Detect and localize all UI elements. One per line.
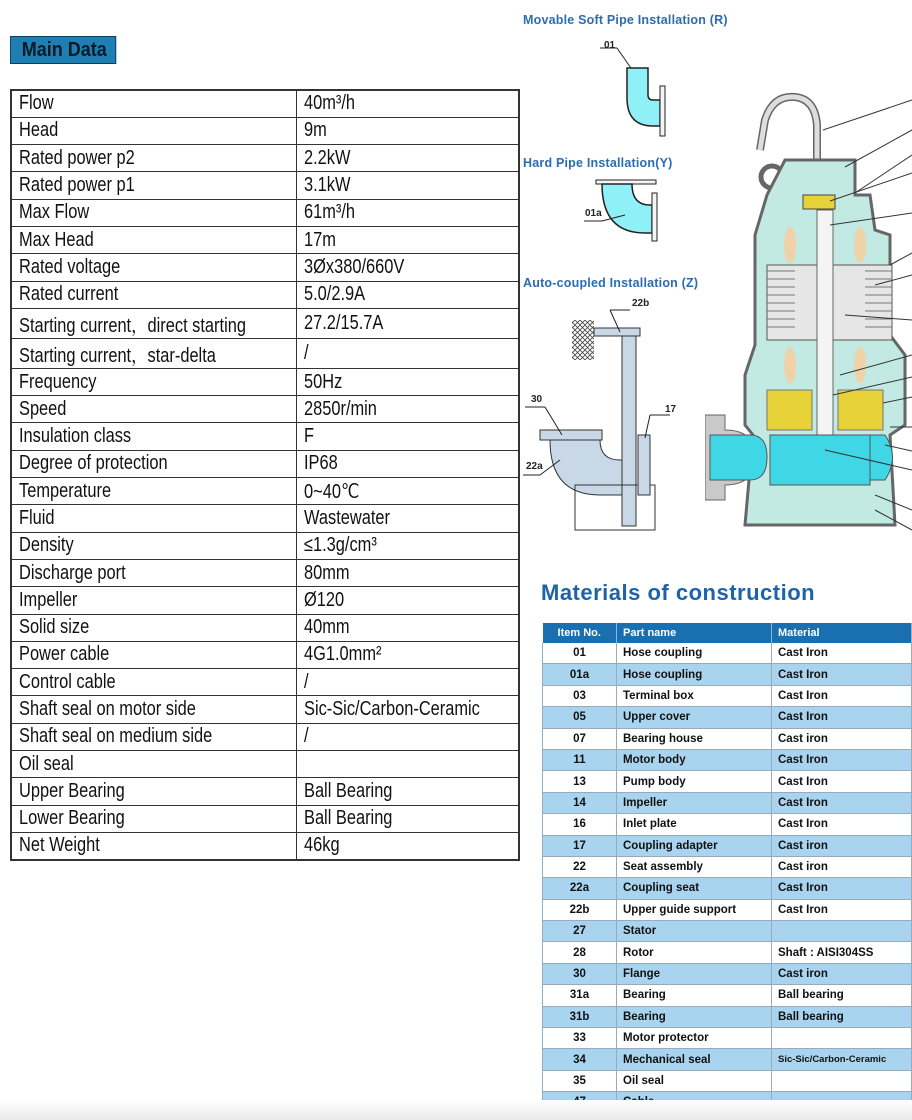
item-no-cell: 01 [543,643,617,664]
spec-row [11,587,519,614]
spec-label-text: Impeller [19,588,78,611]
part-name-cell: Impeller [617,792,772,813]
callout-22b: 22b [632,298,650,309]
spec-row [11,751,519,778]
material-cell: Cast Iron [772,664,912,685]
material-row [543,792,912,813]
material-row [543,856,912,877]
spec-value [296,532,519,559]
item-no-cell: 03 [543,685,617,706]
material-cell: Cast Iron [772,643,912,664]
spec-row [11,614,519,641]
spec-value-text: 27.2/15.7A [303,311,384,334]
spec-value [296,723,519,750]
spec-value-text: 46kg [303,834,340,857]
spec-label [11,669,296,696]
material-row [543,985,912,1006]
spec-label-text: Degree of protection [19,452,168,475]
spec-label [11,478,296,505]
material-cell: Cast iron [772,835,912,856]
main-data-heading: Main Data [10,36,116,64]
spec-value-text: IP68 [303,452,338,475]
pump-cross-section-diagram [705,85,912,535]
spec-row [11,532,519,559]
part-name-cell: Oil seal [617,1070,772,1091]
material-cell: Sic-Sic/Carbon-Ceramic [772,1049,912,1070]
spec-label-text: Density [19,534,74,557]
material-row [543,899,912,920]
spec-label [11,751,296,778]
spec-row [11,396,519,423]
spec-row [11,696,519,723]
spec-label-text: Lower Bearing [19,807,125,830]
item-no-cell: 28 [543,942,617,963]
materials-table [542,623,912,1114]
part-name-cell: Rotor [617,942,772,963]
spec-label [11,254,296,281]
material-cell: Cast iron [772,963,912,984]
spec-value-text: 2850r/min [303,397,377,420]
material-cell: Cast Iron [772,749,912,770]
spec-label [11,832,296,859]
spec-label [11,199,296,226]
spec-value [296,145,519,172]
spec-label [11,226,296,253]
spec-label [11,172,296,199]
column-header-material: Material [772,623,912,643]
part-name-cell: Motor body [617,749,772,770]
spec-label [11,587,296,614]
spec-value [296,805,519,832]
material-row [543,664,912,685]
spec-label-text: Head [19,119,59,142]
spec-value-text: 0~40℃ [303,480,360,503]
spec-row [11,559,519,586]
material-cell: Shaft : AISI304SS [772,942,912,963]
material-row [543,707,912,728]
spec-value [296,308,519,338]
spec-label-text: Rated voltage [19,255,121,278]
material-cell: Cast Iron [772,899,912,920]
material-row [543,685,912,706]
callout-22a: 22a [526,461,543,472]
item-no-cell: 31b [543,1006,617,1027]
material-row [543,728,912,749]
spec-value [296,172,519,199]
auto-coupled-diagram [520,290,710,540]
spec-label-text: Control cable [19,670,116,693]
item-no-cell: 31a [543,985,617,1006]
material-row [543,1028,912,1049]
spec-value [296,396,519,423]
part-name-cell: Motor protector [617,1028,772,1049]
spec-label-text: Oil seal [19,752,74,775]
main-data-table [10,89,520,861]
spec-value [296,669,519,696]
spec-value [296,641,519,668]
spec-row [11,669,519,696]
material-row [543,835,912,856]
spec-label [11,532,296,559]
spec-value-text: Ø120 [303,588,344,611]
material-cell: Cast Iron [772,878,912,899]
item-no-cell: 01a [543,664,617,685]
material-row [543,1006,912,1027]
spec-value-text: Wastewater [303,507,390,529]
spec-label-text: Max Head [19,228,94,251]
bottom-shadow [0,1100,912,1120]
spec-value-text: 4G1.0mm² [303,643,382,666]
spec-row [11,308,519,338]
material-row [543,942,912,963]
part-name-cell: Inlet plate [617,814,772,835]
spec-label-text: Flow [19,92,54,115]
part-name-cell: Coupling seat [617,878,772,899]
materials-title: Materials of construction [541,580,816,605]
part-name-cell: Hose coupling [617,664,772,685]
spec-value-text: / [303,341,309,364]
spec-row [11,254,519,281]
item-no-cell: 22 [543,856,617,877]
part-name-cell: Upper guide support [617,899,772,920]
spec-value [296,281,519,308]
part-name-cell: Upper cover [617,707,772,728]
part-name-cell: Bearing [617,1006,772,1027]
spec-row [11,90,519,117]
spec-label-text: Rated power p2 [19,146,135,169]
spec-value [296,778,519,805]
spec-value [296,587,519,614]
part-name-cell: Bearing [617,985,772,1006]
spec-value [296,254,519,281]
spec-value [296,338,519,368]
spec-value [296,90,519,117]
spec-row [11,226,519,253]
spec-value-text: 9m [303,119,327,142]
spec-value-text: 17m [303,228,336,251]
item-no-cell: 22b [543,899,617,920]
spec-row [11,117,519,144]
spec-label [11,614,296,641]
spec-label [11,450,296,477]
item-no-cell: 33 [543,1028,617,1049]
spec-label-text: Discharge port [19,561,126,584]
spec-label [11,368,296,395]
item-no-cell: 27 [543,921,617,942]
spec-label-text: Shaft seal on motor side [19,698,196,721]
part-name-cell: Pump body [617,771,772,792]
spec-value-text: 2.2kW [303,146,351,169]
hard-pipe-installation-title: Hard Pipe Installation(Y) [523,156,673,170]
spec-label-text: Starting current，star-delta [19,344,216,367]
spec-value-text: 3.1kW [303,174,351,197]
spec-value-text: 3Øx380/660V [303,255,405,278]
spec-row [11,172,519,199]
spec-row [11,338,519,368]
soft-pipe-installation-title: Movable Soft Pipe Installation (R) [523,13,728,27]
spec-label [11,641,296,668]
spec-label-text: Rated current [19,283,119,306]
material-cell: Ball bearing [772,1006,912,1027]
material-row [543,814,912,835]
material-cell: Ball bearing [772,985,912,1006]
material-row [543,878,912,899]
spec-row [11,145,519,172]
callout-30: 30 [531,394,543,405]
spec-value-text: ≤1.3g/cm³ [303,534,377,557]
material-cell: Cast Iron [772,771,912,792]
part-name-cell: Mechanical seal [617,1049,772,1070]
material-cell: Cast Iron [772,792,912,813]
part-name-cell: Bearing house [617,728,772,749]
spec-label [11,559,296,586]
spec-label [11,90,296,117]
spec-label-text: Temperature [19,479,112,502]
column-header-part-name: Part name [617,623,772,643]
spec-label-text: Frequency [19,370,97,393]
material-row [543,643,912,664]
material-row [543,771,912,792]
spec-label-text: Shaft seal on medium side [19,725,213,748]
spec-label [11,338,296,368]
spec-value-text: 50Hz [303,370,343,393]
part-name-cell: Terminal box [617,685,772,706]
material-cell: Cast Iron [772,685,912,706]
spec-value-text: F [303,425,314,448]
part-name-cell: Stator [617,921,772,942]
item-no-cell: 05 [543,707,617,728]
spec-row [11,199,519,226]
spec-value [296,478,519,505]
spec-value [296,559,519,586]
spec-label [11,723,296,750]
part-name-cell: Hose coupling [617,643,772,664]
spec-row [11,723,519,750]
spec-value-text: 5.0/2.9A [303,283,365,306]
spec-value [296,199,519,226]
callout-01: 01 [604,40,616,51]
spec-row [11,778,519,805]
item-no-cell: 35 [543,1070,617,1091]
spec-value-text: Ball Bearing [303,807,393,830]
spec-value [296,505,519,532]
spec-label [11,505,296,532]
item-no-cell: 13 [543,771,617,792]
auto-coupled-installation-title: Auto-coupled Installation (Z) [523,276,699,290]
material-cell [772,1070,912,1091]
spec-value [296,696,519,723]
material-cell: Cast iron [772,856,912,877]
material-cell [772,921,912,942]
spec-label [11,805,296,832]
material-row [543,963,912,984]
spec-label [11,396,296,423]
spec-value-text: 80mm [303,561,350,584]
spec-label-text: Max Flow [19,201,90,224]
spec-label [11,696,296,723]
part-name-cell: Seat assembly [617,856,772,877]
spec-label [11,778,296,805]
spec-value [296,832,519,859]
material-cell: Cast Iron [772,707,912,728]
spec-label [11,145,296,172]
spec-label-text: Speed [19,397,67,420]
spec-value [296,117,519,144]
material-cell: Cast iron [772,728,912,749]
material-cell: Cast Iron [772,814,912,835]
spec-row [11,450,519,477]
spec-label-text: Upper Bearing [19,779,125,802]
spec-value [296,423,519,450]
material-row [543,1070,912,1091]
material-row [543,749,912,770]
spec-row [11,281,519,308]
spec-value [296,368,519,395]
part-name-cell: Flange [617,963,772,984]
spec-label [11,117,296,144]
item-no-cell: 22a [543,878,617,899]
spec-value [296,751,519,778]
item-no-cell: 14 [543,792,617,813]
spec-value-text: 40m³/h [303,92,355,115]
soft-pipe-elbow-diagram [595,38,675,143]
spec-row [11,478,519,505]
spec-value [296,614,519,641]
spec-value-text: 40mm [303,616,350,639]
spec-row [11,641,519,668]
part-name-cell: Coupling adapter [617,835,772,856]
spec-label-text: Rated power p1 [19,174,135,197]
spec-label-text: Fluid [19,507,55,529]
item-no-cell: 07 [543,728,617,749]
spec-value-text: Ball Bearing [303,779,393,802]
callout-01a: 01a [585,208,602,219]
material-row [543,921,912,942]
spec-label-text: Solid size [19,616,90,639]
spec-label [11,281,296,308]
spec-row [11,505,519,532]
spec-value [296,450,519,477]
spec-label-text: Insulation class [19,425,132,448]
spec-label-text: Net Weight [19,834,100,857]
spec-row [11,368,519,395]
column-header-item-no: Item No. [543,623,617,643]
item-no-cell: 30 [543,963,617,984]
spec-value [296,226,519,253]
item-no-cell: 16 [543,814,617,835]
spec-value-text: / [303,725,309,748]
spec-value-text: Sic-Sic/Carbon-Ceramic [303,698,480,721]
spec-value-text: / [303,670,309,693]
spec-label [11,308,296,338]
spec-row [11,805,519,832]
material-cell [772,1028,912,1049]
callout-17: 17 [665,404,677,415]
material-row [543,1049,912,1070]
item-no-cell: 11 [543,749,617,770]
spec-label-text: Starting current，direct starting [19,314,246,337]
spec-label-text: Power cable [19,643,110,666]
item-no-cell: 34 [543,1049,617,1070]
spec-row [11,423,519,450]
spec-row [11,832,519,859]
spec-value-text: 61m³/h [303,201,355,224]
item-no-cell: 17 [543,835,617,856]
spec-label [11,423,296,450]
